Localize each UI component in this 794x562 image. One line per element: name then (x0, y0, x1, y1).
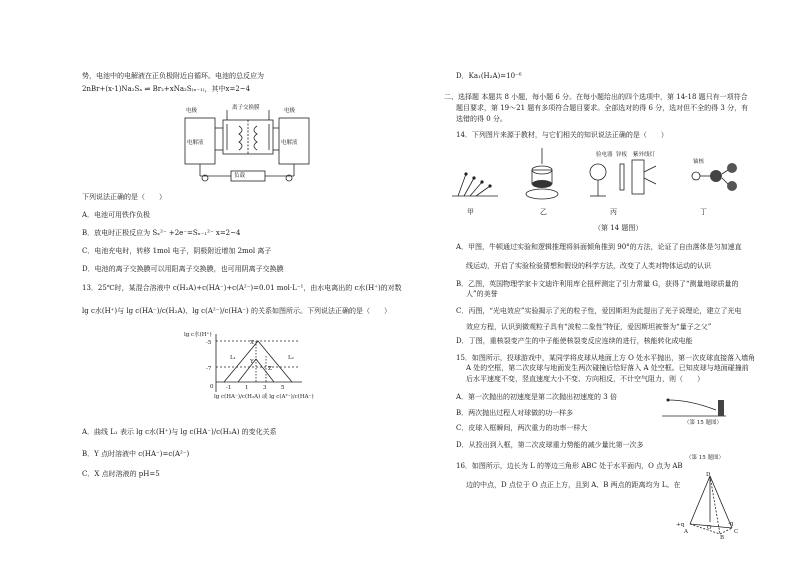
fig16-label-b: B (720, 535, 725, 541)
chart-xtick-1: -1 (226, 385, 232, 391)
q15-option-c: C．皮球入框瞬间，两次重力的功率一样大 (456, 424, 588, 432)
fig14-label-yi: 乙 (540, 208, 547, 216)
chart-point-x: X (250, 340, 254, 346)
q12-prompt: 下列说法正确的是（ ） (82, 193, 166, 201)
fig15-caption: （第 15 题图） (686, 455, 724, 461)
chart-point-y: Y (250, 359, 254, 365)
fig14-uv-label: 紫外线灯 (633, 152, 656, 158)
q14-option-d: D．丁图，重核裂变产生的中子能使核裂变反应连续的进行，核能转化成电能 (456, 337, 693, 345)
chart-ytick-2: -7 (206, 366, 212, 372)
q14-option-b-1: B．乙图，英国物理学家卡文迪许利用库仑扭秤测定了引力常量 G，获得了“测量地球质量的 (456, 280, 739, 288)
q15-option-d: D．从投出到入框，第二次皮球重力势能的减少量比第一次多 (456, 441, 644, 449)
q13-option-b: B．Y 点时溶液中 c(HA⁻)=c(A²⁻) (82, 450, 190, 458)
right-tank-label: 电解液 (281, 140, 298, 146)
fig14-ding (682, 154, 742, 204)
fig15-caption-top: （第 15 题图） (684, 420, 722, 426)
fig16-label-a: A (684, 529, 688, 535)
load-label: 负载 (234, 173, 246, 179)
q15-option-b: B．两次抛出过程人对球做的功一样多 (456, 409, 574, 417)
chart-xtick-3: 3 (263, 385, 267, 391)
intro-line-1: 势，电池中的电解液在正负极附近自循环。电池的总反应为 (82, 72, 264, 80)
membrane-label: 离子交换膜 (232, 105, 260, 111)
q12-option-b: B．放电时正极反应为 Sₓ²⁻ +2e⁻=Sₓ₋₁²⁻ x=2~4 (82, 229, 241, 237)
q12-option-c: C．电池充电时，转移 1mol 电子，阴极附近增加 2mol 离子 (82, 247, 272, 255)
q13-option-c: C．X 点时溶液的 pH=5 (82, 470, 160, 478)
section2-line-2: 题目要求，第 19～21 题有多项符合题目要求。全部选对的得 6 分，选对但不全的得 3 分，有 (456, 104, 749, 112)
q14-option-c-2: 效应方程，认识到微观粒子具有“波粒二象性”特征，爱因斯坦被誉为“量子之父” (466, 323, 712, 331)
q12-option-a: A．电池可用铁作负极 (82, 211, 151, 219)
electrode-right-label: 电极 (284, 108, 296, 114)
chart-point-z: Z (268, 366, 272, 372)
fig14-label-bing: 丙 (610, 208, 617, 216)
chart-origin: 0 (210, 384, 214, 390)
q14-option-b-2: 人”的美誉 (466, 290, 498, 298)
q13-option-a: A．曲线 L₁ 表示 lg c水(H⁺)与 lg c(HA⁻)/c(H₂A) 的变化关系 (82, 428, 277, 436)
left-tank-label: 电解液 (187, 140, 204, 146)
fig16-label-o: O (707, 525, 712, 531)
q16-line-1: 16．如图所示，边长为 L 的等边三角形 ABC 处于水平面内，O 点为 AB (456, 462, 683, 470)
q15-line-2: A 处的空框，第二次皮球与地面发生两次碰撞后恰好落入 A 处空框。已知皮球与地面碰撞前 (466, 364, 749, 372)
chart-curve-l1: L₁ (230, 355, 236, 361)
fig14-jia (452, 160, 498, 206)
q13-line-2: lg c水(H⁺)与 lg c(HA⁻)/c(H₂A)、lg c(A²⁻)/c(HA⁻) 的关系如图所示。下列说法正确的是（ ） (82, 307, 391, 315)
q13-option-d: D．Ka₁(H₂A)=10⁻⁶ (456, 72, 522, 80)
fig16-label-d: D (706, 472, 711, 478)
section2-line-1: 二、选择题 本题共 8 小题，每小题 6 分。在每小题给出的四个选项中，第 14-18 题只有一项符合 (444, 93, 748, 101)
q15-line-1: 15．如图所示，投球游戏中，某同学将皮球从地面上方 O 处水平抛出，第一次皮球直接落入墙角 (456, 354, 756, 362)
fig14-electroscope-label: 验电器 (596, 152, 613, 158)
fig16-label-c: C (734, 529, 739, 535)
q14-option-c-1: C．丙图，“光电效应”实验揭示了光的粒子性，爱因斯坦为此提出了光子说理论，建立了光电 (456, 307, 742, 315)
fig14-label-ding: 丁 (700, 208, 707, 216)
chart-ytick-1: -5 (206, 340, 212, 346)
fig14-yi (522, 148, 562, 204)
fig14-zinc-label: 锌板 (616, 152, 628, 158)
intro-line-2: 2nBr+(x-1)Na₂Sₓ ⇌ Br₂+xNa₂S₍ₓ₋₁₎，其中x=2~4 (82, 85, 251, 93)
chart-xlabel: lg c(HA⁻)/c(H₂A) 或 lg c(A²⁻)/c(HA⁻) (214, 394, 314, 400)
q16-line-2: 边的中点，D 点位于 O 点正上方，且到 A、B 两点的距离均为 L。在 (466, 481, 681, 489)
fig14-label-jia: 甲 (467, 208, 474, 216)
chart-xtick-2: 1 (245, 385, 249, 391)
fig16-label-plus-q: +q (676, 522, 685, 528)
q14-option-a-1: A．甲图，牛顿通过实验和逻辑推理将斜面倾角推到 90°的方法，论证了自由落体是匀加速直 (456, 243, 742, 251)
fig14-caption: （第 14 题图） (594, 224, 643, 232)
chart-xtick-4: 5 (281, 385, 285, 391)
fig14-uranium-label: 铀核 (693, 159, 705, 165)
q14-option-a-2: 线运动，开启了实验检验猜想和假设的科学方法，改变了人类对物体运动的认识 (466, 262, 711, 270)
q12-option-d: D．电池的离子交换膜可以用阳离子交换膜，也可用阴离子交换膜 (82, 265, 284, 273)
q14-prompt: 14．下列图片来源于教材，与它们相关的知识说法正确的是（ ） (456, 131, 668, 139)
section2-line-3: 选错的得 0 分。 (456, 115, 507, 123)
q15-option-a: A．第一次抛出的初速度是第二次抛出初速度的 3 倍 (456, 393, 617, 401)
chart-ylabel: lg c水(H⁺) (184, 332, 212, 338)
fig16-label-minus-q: -q (728, 521, 734, 527)
chart-curve-l2: L₂ (288, 355, 294, 361)
q15-line-3: 后水平速度不变，竖直速度大小不变、方向相反，不计空气阻力，则（ ） (466, 375, 704, 383)
q13-line-1: 13．25℃时，某混合溶液中 c(H₂A)+c(HA⁻)+c(A²⁻)=0.01 mol·L⁻¹，由水电离出的 c水(H⁺)的对数 (82, 284, 402, 292)
electrode-left-label: 电极 (186, 108, 198, 114)
